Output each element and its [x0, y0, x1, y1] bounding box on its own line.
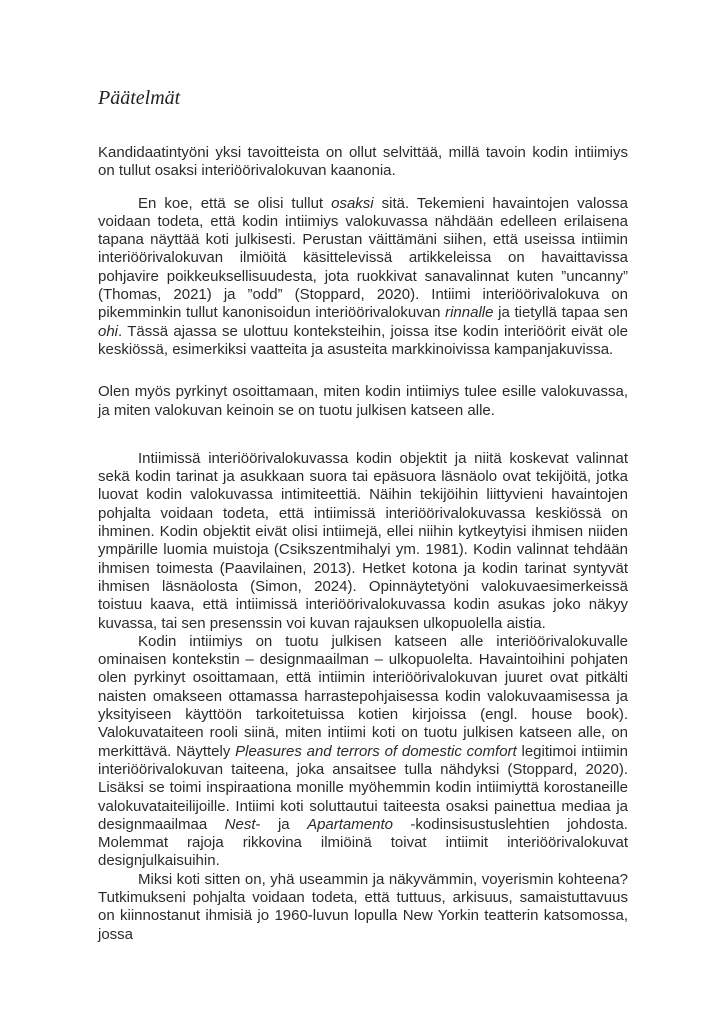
italic-run: rinnalle — [445, 304, 494, 322]
italic-run: Nest — [224, 815, 256, 833]
italic-run: ohi — [98, 322, 119, 340]
italic-run: Apartamento — [307, 815, 393, 833]
text-run: legitimoi intiimin interiöörivalokuvan taiteena, joka ansaitsee tulla nähdyksi (Stoppard, 2020). Lisäksi se toimi inspiraationa monille myöhemmin kodin intiimiyttä korostaneille valokuvataiteilijoille. Intiimi koti soluttautui taiteesta osaksi painettua mediaa ja designmaailmaa — [98, 742, 628, 833]
text-run: ja tietyllä tapaa sen — [493, 304, 628, 322]
text-run: Intiimissä interiöörivalokuvassa kodin objektit ja niitä koskevat valinnat sekä kodin tarinat ja asukkaan suora tai epäsuora läsnäolo ovat tekijöitä, jotka luovat kodin valokuvassa intimiteettiä. Näihin tekijöihin liittyvieni havaintojen pohjalta voidaan todeta, että intiimissä interiöörivalokuvassa keskiössä on ihminen. Kodin objektit eivät olisi intiimejä, ellei niihin kytkeytyisi ihmisen niiden ympärille luomia muistoja (Csikszentmihalyi ym. 1981). Kodin valinnat tehdään ihmisen toimesta (Paavilainen, 2013). Hetket kotona ja kodin tarinat syntyvät ihmisen läsnäolosta (Simon, 2024). Opinnäytetyöni valokuvaesimerkeissä toistuu kaava, että intiimissä interiöörivalokuvassa kodin asukas joko näkyy kuvassa, tai sen presenssin voi kuvan rajauksen ulkopuolella aistia. — [98, 449, 628, 632]
text-run: . Tässä ajassa se ulottuu konteksteihin, joissa itse kodin interiöörit eivät ole keskiössä, esimerkiksi vaatteita ja asusteita markkinoivissa kampanjakuvissa. — [98, 322, 628, 358]
paragraph — [98, 871, 628, 944]
paragraph — [98, 144, 628, 181]
text-run: -kodinsisustuslehtien johdosta. Molemmat rajoja rikkovina ilmiöinä toivat intiimit interiöörivalokuvat designjulkaisuihin. — [98, 815, 628, 870]
text-run: Kandidaatintyöni yksi tavoitteista on ollut selvittää, millä tavoin kodin intiimiys on tullut osaksi interiöörivalokuvan kaanonia. — [98, 144, 628, 180]
section-heading: Päätelmät — [98, 87, 181, 109]
text-run: sitä. Tekemieni havaintojen valossa voidaan todeta, että kodin intiimiys valokuvassa nähdään edelleen erilaisena tapana näyttää koti julkisesti. Perustan väittämäni siihen, että useissa intiimin interiöörivalokuvan ilmiöitä käsittelevissä artikkeleissa on havaittavissa pohjavire poikkeuksellisuudesta, jota ruokkivat sanavalinnat kuten ”uncanny” (Thomas, 2021) ja ”odd” (Stoppard, 2020). Intiimi interiöörivalokuva on pikemminkin tullut kanonisoidun interiöörivalokuvan — [98, 194, 629, 322]
paragraph — [98, 633, 628, 871]
text-run: Olen myös pyrkinyt osoittamaan, miten kodin intiimiys tulee esille valokuvassa, ja miten valokuvan keinoin se on tuotu julkisen katseen alle. — [98, 383, 628, 419]
text-run: Miksi koti sitten on, yhä useammin ja näkyvämmin, voyerismin kohteena? Tutkimukseni pohjalta voidaan todeta, että tuttuus, arkisuus, samaistuttavuus on kiinnostanut ihmisiä jo 1960-luvun lopulla New Yorkin teatterin katsomossa, jossa — [98, 870, 628, 943]
paragraph — [98, 195, 628, 360]
text-run: - ja — [255, 815, 308, 833]
italic-run: osaksi — [331, 194, 374, 212]
document-body — [98, 144, 628, 944]
italic-run: Pleasures and terrors of domestic comfort — [235, 742, 517, 760]
paragraph — [98, 450, 628, 633]
text-run: En koe, että se olisi tullut — [138, 194, 332, 212]
paragraph — [98, 383, 628, 420]
text-run: Kodin intiimiys on tuotu julkisen katseen alle interiöörivalokuvalle ominaisen kontekstin – designmaailman – ulkopuolelta. Havaintoihini pohjaten olen pyrkinyt osoittamaan, että intiimin interiöörivalokuvan juuret ovat pitkälti naisten omakseen ottamassa harrastepohjaisessa kodin valokuvaamisessa ja yksityiseen käyttöön tarkoitetuissa kotien kirjoissa (engl. house book). Valokuvataiteen rooli siinä, miten intiimi koti on tuotu julkisen katseen alle, on merkittävä. Näyttely — [98, 632, 628, 760]
